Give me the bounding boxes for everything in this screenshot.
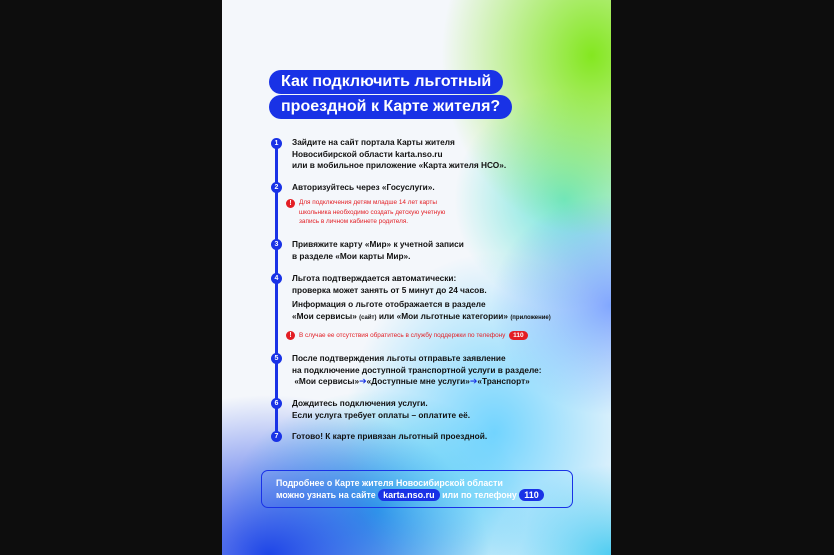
step-6 (292, 398, 602, 421)
step-6-line-1: Дождитесь подключения услуги. (292, 398, 428, 408)
step-5-line-2: на подключение доступной транспортной услуги в разделе: (292, 364, 542, 375)
step-4-info (292, 299, 602, 324)
arrow-right-icon: ➔ (469, 376, 478, 386)
step-1 (292, 137, 602, 172)
path-item-1: «Мои сервисы» (294, 376, 360, 386)
warning-icon: ! (286, 331, 295, 340)
step-4-info-small-1: (сайт) (359, 314, 377, 321)
site-link-badge[interactable]: karta.nso.ru (378, 489, 440, 501)
step-2-warning (299, 198, 445, 227)
step-3-line-1: Привяжите карту «Мир» к учетной записи (292, 239, 464, 249)
poster (222, 0, 611, 555)
step-number-1: 1 (271, 138, 282, 149)
step-1-line-3: или в мобильное приложение «Карта жителя НСО». (292, 160, 507, 170)
step-1-line-2: Новосибирской области karta.nso.ru (292, 148, 443, 159)
step-number-4: 4 (271, 273, 282, 284)
step-5 (292, 353, 602, 388)
step-number-5: 5 (271, 353, 282, 364)
footer-line-1: Подробнее о Карте жителя Новосибирской области (276, 478, 503, 488)
step-4-info-part-2: или «Мои льготные категории» (378, 310, 508, 321)
step-number-6: 6 (271, 398, 282, 409)
info-footer-box (261, 470, 573, 508)
arrow-right-icon: ➔ (359, 376, 367, 386)
step-2-warning-line-2: школьника необходимо создать детскую учетную (299, 208, 446, 216)
footer-prefix: можно узнать на сайте (276, 490, 376, 500)
step-5-line-1: После подтверждения льготы отправьте заявление (292, 353, 506, 363)
title-line-2: проездной к Карте жителя? (269, 95, 512, 119)
step-1-line-1: Зайдите на сайт портала Карты жителя (292, 137, 455, 147)
step-number-2: 2 (271, 182, 282, 193)
footer-line-2 (276, 489, 572, 501)
step-4-warning (299, 331, 528, 341)
step-4-info-small-2: (приложение) (510, 314, 551, 321)
step-4-info-line-1: Информация о льготе отображается в разделе (292, 299, 486, 309)
step-3 (292, 239, 602, 262)
footer-mid: или по телефону (442, 490, 517, 500)
step-4-info-part-1: «Мои сервисы» (292, 310, 357, 321)
step-2-warning-line-1: Для подключения детям младше 14 лет карты (299, 199, 437, 206)
title-line-1: Как подключить льготный (269, 70, 503, 94)
step-3-line-2: в разделе «Мои карты Мир». (292, 250, 411, 261)
step-7 (292, 431, 602, 443)
step-7-line-1: Готово! К карте привязан льготный проездной. (292, 431, 488, 441)
support-phone-badge: 110 (509, 331, 528, 340)
step-6-line-2: Если услуга требует оплаты – оплатите её. (292, 409, 471, 420)
step-2-warning-line-3: запись в личном кабинете родителя. (299, 218, 409, 225)
step-4-info-line-2 (292, 311, 602, 325)
path-item-3: «Транспорт» (477, 376, 530, 386)
step-4-warning-text: В случае ее отсутствия обратитесь в службу поддержки по телефону (299, 332, 506, 339)
path-item-2: «Доступные мне услуги» (366, 376, 470, 386)
step-2-line-1: Авторизуйтесь через «Госуслуги». (292, 182, 435, 192)
step-number-3: 3 (271, 239, 282, 250)
phone-badge[interactable]: 110 (519, 489, 544, 501)
warning-icon: ! (286, 199, 295, 208)
step-2 (292, 182, 602, 194)
step-5-path (292, 376, 602, 388)
step-4-line-1: Льгота подтверждается автоматически: (292, 273, 457, 283)
step-number-7: 7 (271, 431, 282, 442)
step-4-line-2: проверка может занять от 5 минут до 24 часов. (292, 284, 487, 295)
step-4 (292, 273, 602, 296)
